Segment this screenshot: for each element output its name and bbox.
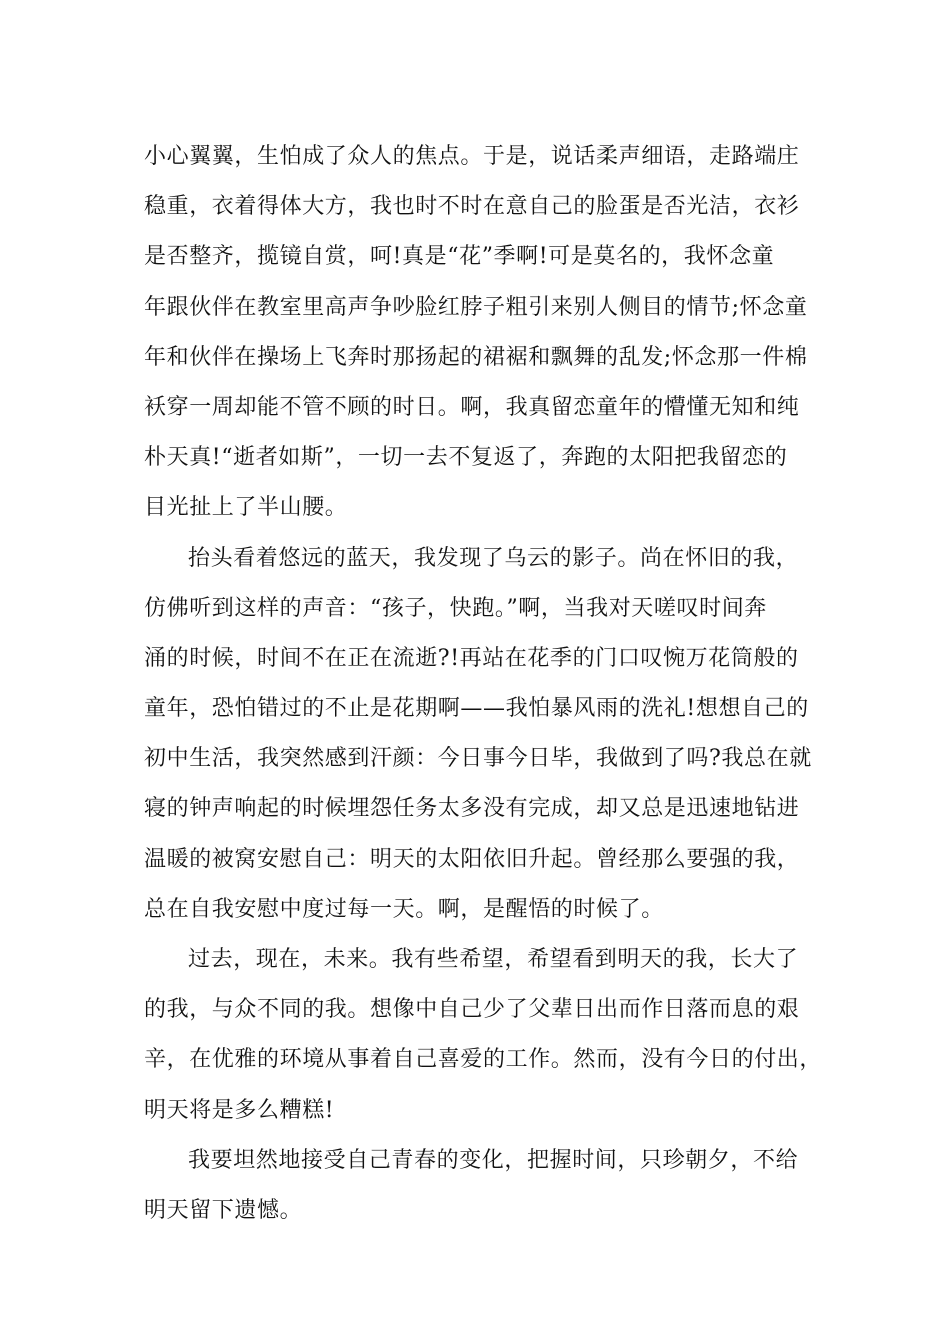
text-line: 年和伙伴在操场上飞奔时那扬起的裙裾和飘舞的乱发;怀念那一件棉: [144, 344, 808, 370]
text-line: 目光扯上了半山腰。: [144, 495, 348, 521]
text-line: 辛，在优雅的环境从事着自己喜爱的工作。然而，没有今日的付出，: [144, 1047, 823, 1073]
text-line: 仿佛听到这样的声音：“孩子，快跑。”啊，当我对天嗟叹时间奔: [144, 595, 767, 621]
paragraph-4: [144, 1136, 808, 1236]
document-body: [144, 132, 823, 1236]
text-line: 涌的时候，时间不在正在流逝?!再站在花季的门口叹惋万花筒般的: [144, 645, 799, 671]
text-line: 总在自我安慰中度过每一天。啊，是醒悟的时候了。: [144, 896, 664, 922]
text-line: 袄穿一周却能不管不顾的时日。啊，我真留恋童年的懵懂无知和纯: [144, 394, 800, 420]
text-line: 稳重，衣着得体大方，我也时不时在意自己的脸蛋是否光洁，衣衫: [144, 194, 800, 220]
text-line: 小心翼翼，生怕成了众人的焦点。于是，说话柔声细语，走路端庄: [144, 144, 800, 169]
text-line: 抬头看着悠远的蓝天，我发现了乌云的影子。尚在怀旧的我，: [188, 545, 799, 571]
text-line: 童年，恐怕错过的不止是花期啊——我怕暴风雨的洗礼!想想自己的: [144, 696, 809, 722]
text-line: 的我，与众不同的我。想像中自己少了父辈日出而作日落而息的艰: [144, 997, 800, 1023]
text-line: 朴天真!“逝者如斯”，一切一去不复返了，奔跑的太阳把我留恋的: [144, 445, 788, 471]
paragraph-2: [144, 534, 812, 936]
text-line: 明天留下遗憾。: [144, 1197, 303, 1223]
text-line: 明天将是多么糟糕!: [144, 1097, 335, 1123]
text-line: 年跟伙伴在教室里高声争吵脸红脖子粗引来别人侧目的情节;怀念童: [144, 294, 808, 320]
text-line: 我要坦然地接受自己青春的变化，把握时间，只珍朝夕，不给: [188, 1147, 799, 1173]
text-line: 温暖的被窝安慰自己：明天的太阳依旧升起。曾经那么要强的我，: [144, 846, 800, 872]
paragraph-1: [144, 132, 808, 534]
text-line: 初中生活，我突然感到汗颜：今日事今日毕，我做到了吗?我总在就: [144, 746, 812, 772]
paragraph-3: [144, 935, 823, 1136]
text-line: 寝的钟声响起的时候埋怨任务太多没有完成，却又总是迅速地钻进: [144, 796, 800, 822]
text-line: 是否整齐，揽镜自赏，呵!真是“花”季啊!可是莫名的，我怀念童: [144, 244, 775, 270]
text-line: 过去，现在，未来。我有些希望，希望看到明天的我，长大了: [188, 947, 799, 972]
